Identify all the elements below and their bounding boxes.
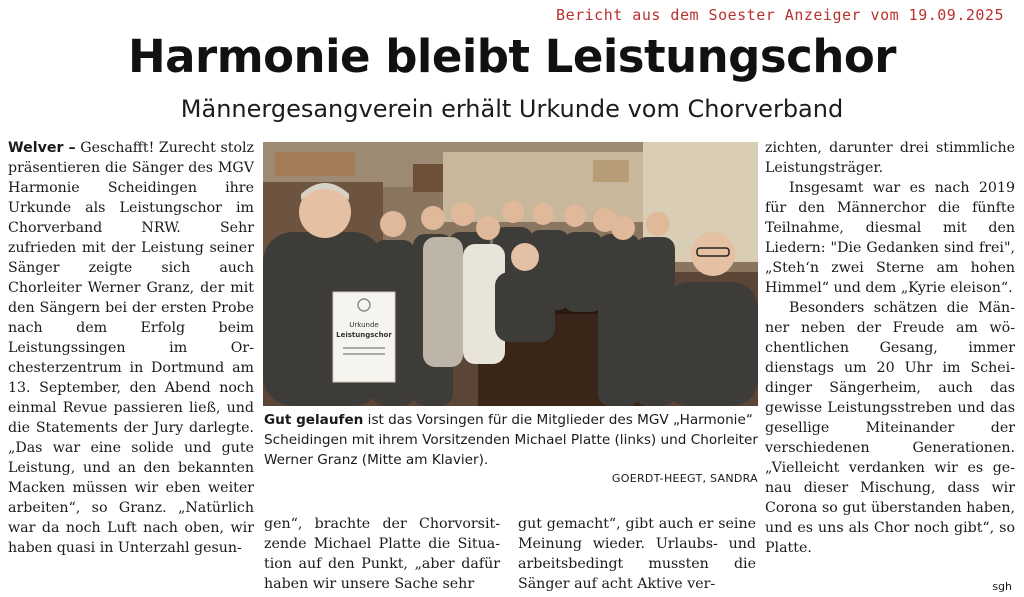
certificate-subtitle: Leistungschor <box>336 331 392 339</box>
article-column-2 <box>264 514 500 594</box>
article-text-col1: Geschafft! Zurecht stolz präsentieren die Sänger des MGV Harmonie Scheidingen ihre Urkunde als Leistungschor im Chorverband NRW. Sehr zufrieden mit der Leistung seiner Sänger zeigte sich auch Chorleiter Werner Granz, der mit den Sängern bei der ersten Probe nach dem Erfolg beim Leistungssingen im Orchesterzentrum in Dortmund am 13. September, den Abend noch einmal Revue passieren ließ, und die Statements der Jury darlegte. „Das war eine solide und gute Leistung, und an den bekannten Macken müssen wir eben weiter arbeiten“, so Granz. „Natürlich war da noch Luft nach oben, wir haben quasi in Unterzahl gesun- <box>8 140 254 556</box>
certificate-title: Urkunde <box>349 321 379 329</box>
photo-caption <box>264 410 758 470</box>
article-column-4 <box>765 138 1015 558</box>
subheadline: Männergesangverein erhält Urkunde vom Chorverband <box>180 95 844 123</box>
article-text-col4-p3: Besonders schätzen die Männer neben der Freude am wöchentlichen Gesang, immer dienstags um 20 Uhr im Scheidinger Sängerheim, auch das gewisse Leistungsstreben und das gesellige Miteinander der verschiedenen Generationen. „Vielleicht verdanken wir es genau dieser Mischung, dass wir Corona so gut überstanden haben, und es uns als Chor noch gibt“, so Platte. <box>765 300 1015 556</box>
choir-photo <box>263 142 758 406</box>
article-text-col2: gen“, brachte der Chorvorsitzende Michael Platte die Situation auf den Punkt, „aber dafür haben wir unsere Sache sehr <box>264 516 500 592</box>
article-column-3 <box>518 514 756 594</box>
article-text-col4-p2: Insgesamt war es nach 2019 für den Männerchor die fünfte Teilnahme, diesmal mit den Liedern: "Die Gedanken sind frei", „Steh‘n zwei Sterne am hohen Himmel“ und dem „Kyrie eleison“. <box>765 180 1015 296</box>
caption-lead: Gut gelaufen <box>264 412 364 428</box>
photo-credit: GOERDT-HEEGT, SANDRA <box>611 472 758 485</box>
article-column-1 <box>8 138 254 558</box>
author-signature: sgh <box>992 580 1012 593</box>
caption-text: ist das Vorsingen für die Mitglieder des MGV „Harmonie“ Scheidingen mit ihrem Vorsitzenden Michael Platte (links) und Chorleiter Werner Granz (Mitte am Klavier). <box>264 412 758 468</box>
article-text-col4-p1: zichten, darunter drei stimmliche Leistungsträger. <box>765 140 1015 176</box>
dateline: Welver – <box>8 140 76 156</box>
headline: Harmonie bleibt Leistungschor <box>128 30 896 83</box>
source-note: Bericht aus dem Soester Anzeiger vom 19.09.2025 <box>556 6 1004 24</box>
article-text-col3: gut gemacht“, gibt auch er seine Meinung wieder. Urlaubs- und arbeitsbedingt mussten die Sänger auf acht Aktive ver- <box>518 516 756 592</box>
